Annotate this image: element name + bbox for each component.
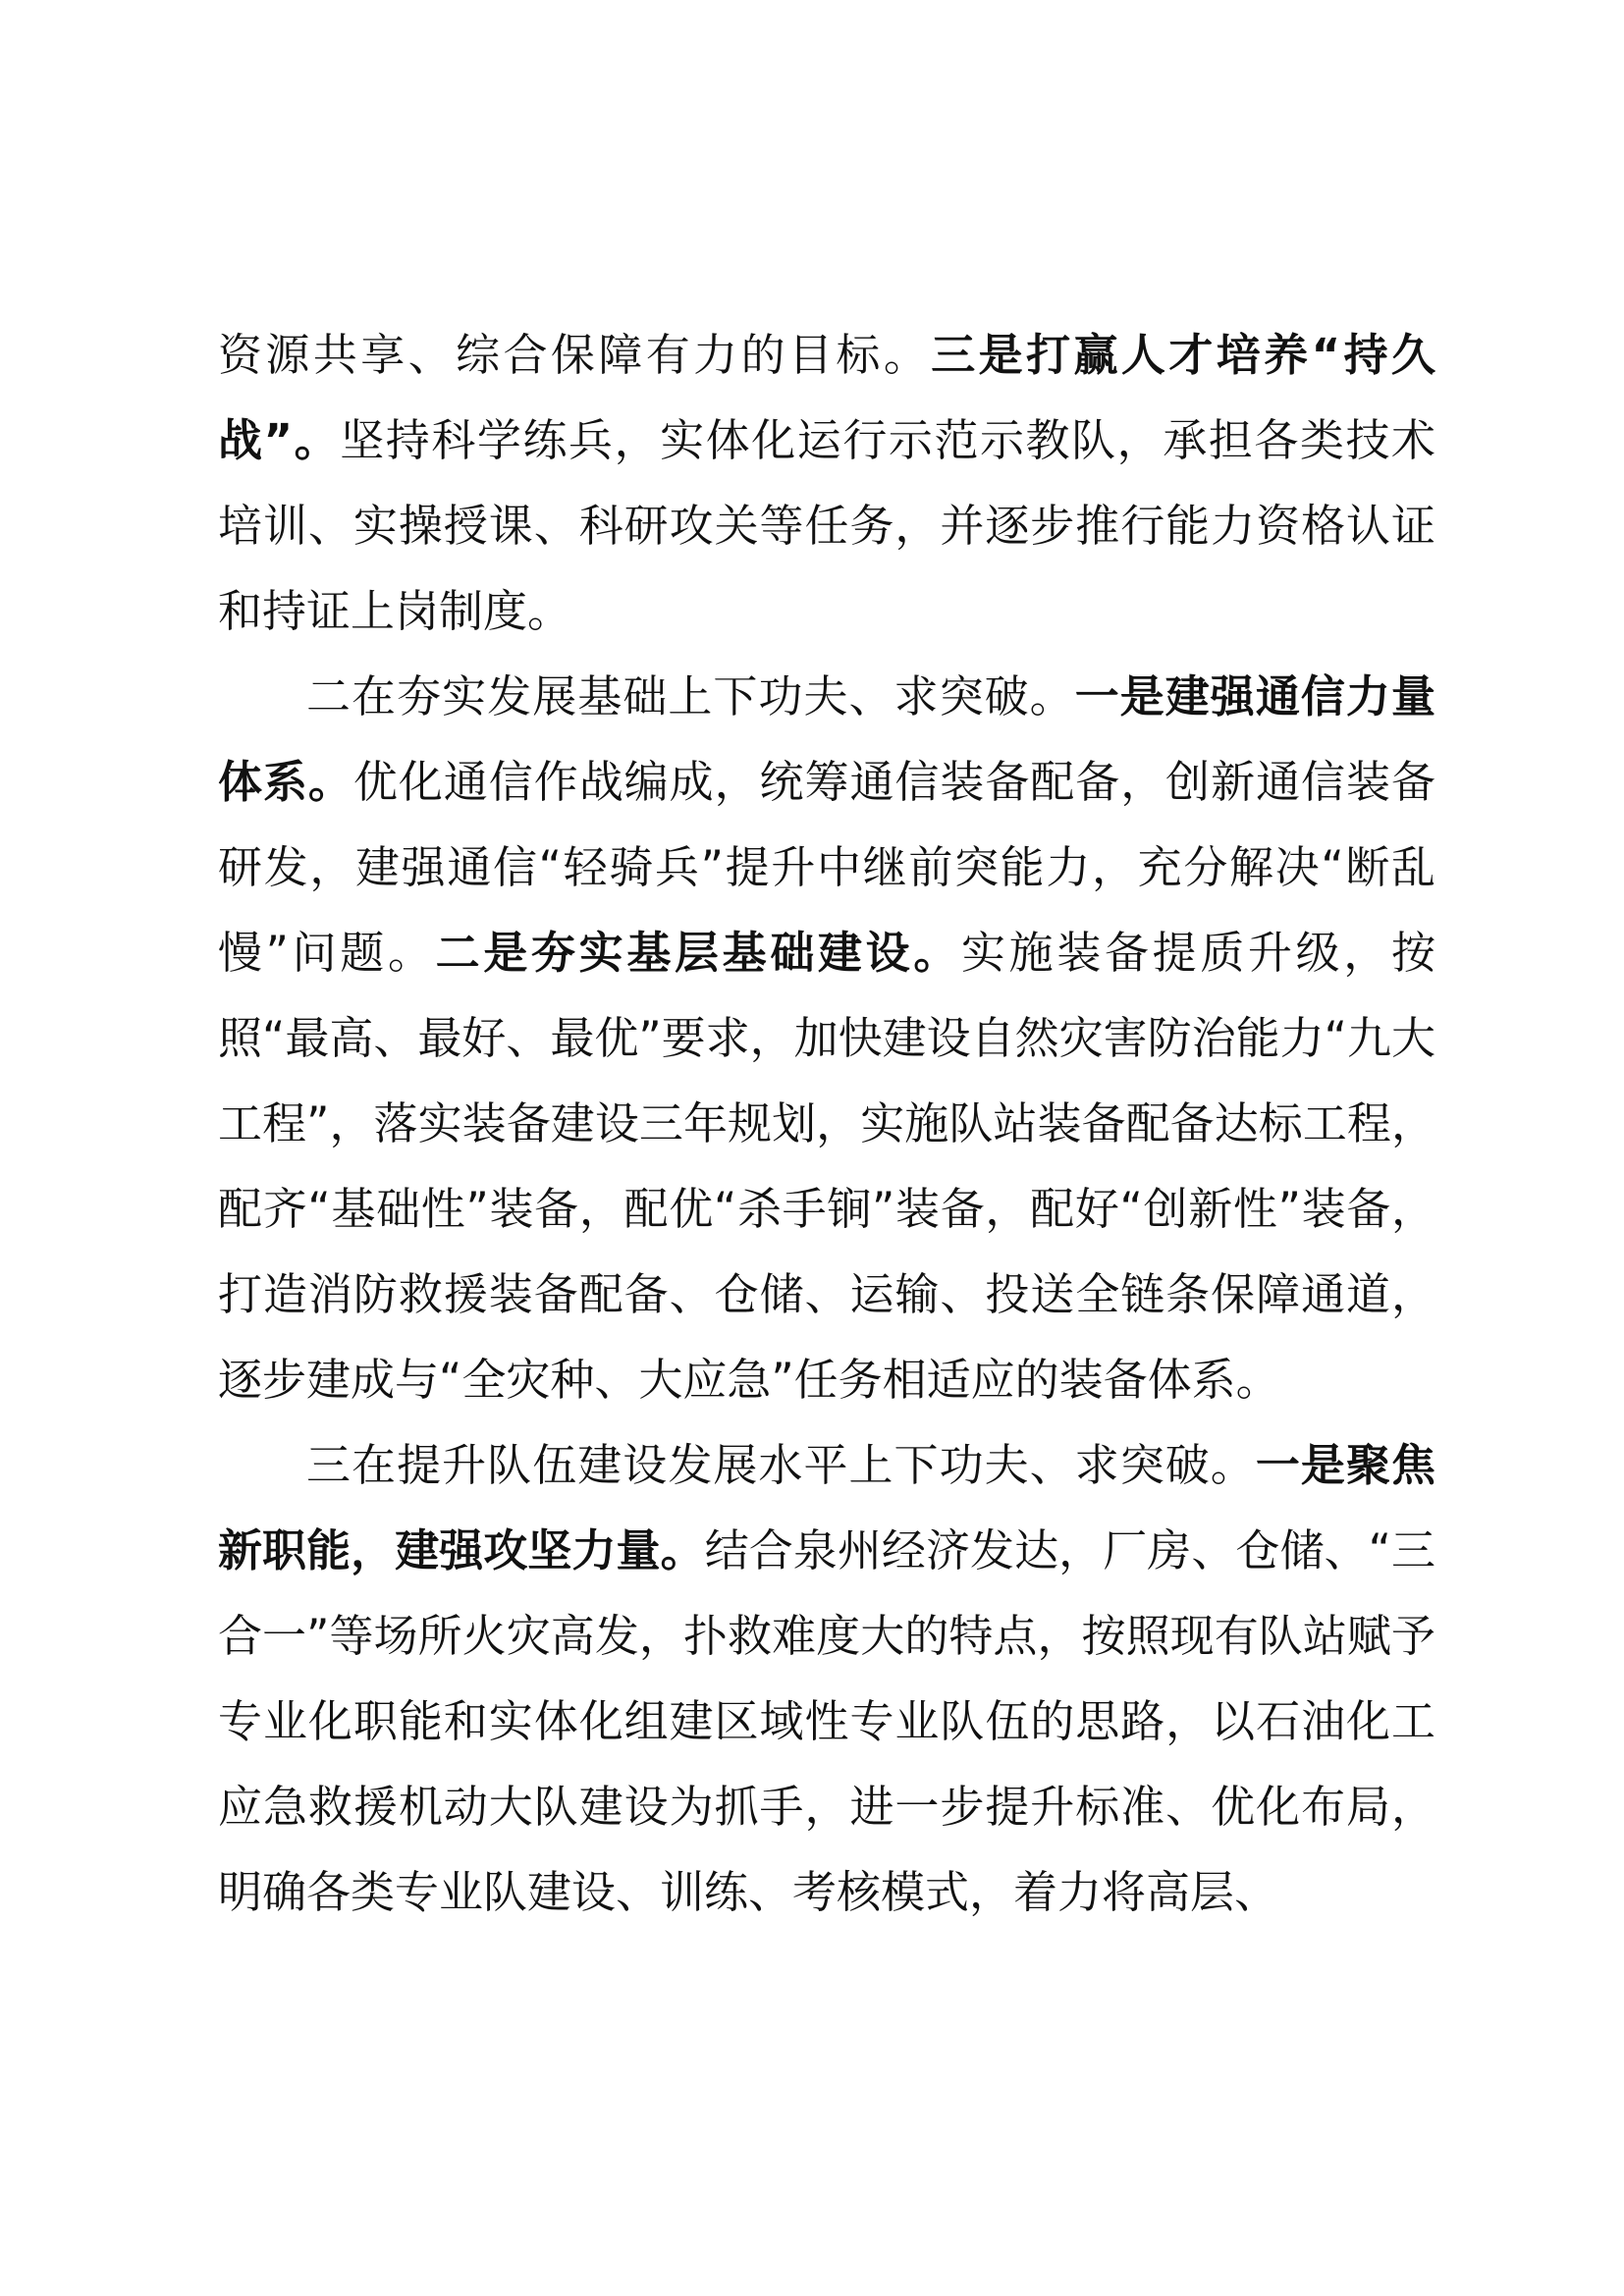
bold-heading: 二是夯实基层基础建设。 — [435, 927, 961, 979]
text-run: 实施装备提质升级，按照“最高、最好、最优”要求，加快建设自然灾害防治能力“九大工程”，落实装备建设三年规划，实施队站装备配备达标工程，配齐“基础性”装备，配优“杀手锏”装备，配好“创新性”装备，打造消防救援装备配备、仓储、运输、投送全链条保障通道，逐步建成与“全灾种、大应急”任务相适应的装备体系。 — [218, 927, 1435, 1406]
paragraph-1 — [218, 312, 1435, 654]
text-run: 二在夯实发展基础上下功夫、求突破。 — [306, 670, 1075, 722]
bold-heading: 一是聚焦新职能，建强攻坚力量。 — [218, 1439, 1435, 1576]
bold-heading: 一是建强通信力量体系。 — [218, 670, 1435, 808]
text-run: 优化通信作战编成，统筹通信装备配备，创新通信装备研发，建强通信“轻骑兵”提升中继前突能力，充分解决“断乱慢”问题。 — [218, 756, 1435, 979]
bold-heading: 三是打赢人才培养“持久战”。 — [218, 329, 1435, 466]
text-run: 坚持科学练兵，实体化运行示范示教队，承担各类技术培训、实操授课、科研攻关等任务，并逐步推行能力资格认证和持证上岗制度。 — [218, 414, 1435, 637]
text-run: 结合泉州经济发达，厂房、仓储、“三合一”等场所火灾高发，扑救难度大的特点，按照现有队站赋予专业化职能和实体化组建区域性专业队伍的思路，以石油化工应急救援机动大队建设为抓手，进一步提升标准、优化布局，明确各类专业队建设、训练、考核模式，着力将高层、 — [218, 1524, 1435, 1918]
paragraph-2 — [218, 654, 1435, 1422]
text-run: 三在提升队伍建设发展水平上下功夫、求突破。 — [306, 1439, 1256, 1491]
document-page — [218, 312, 1435, 1935]
paragraph-3 — [218, 1422, 1435, 1935]
text-run: 资源共享、综合保障有力的目标。 — [218, 329, 932, 381]
